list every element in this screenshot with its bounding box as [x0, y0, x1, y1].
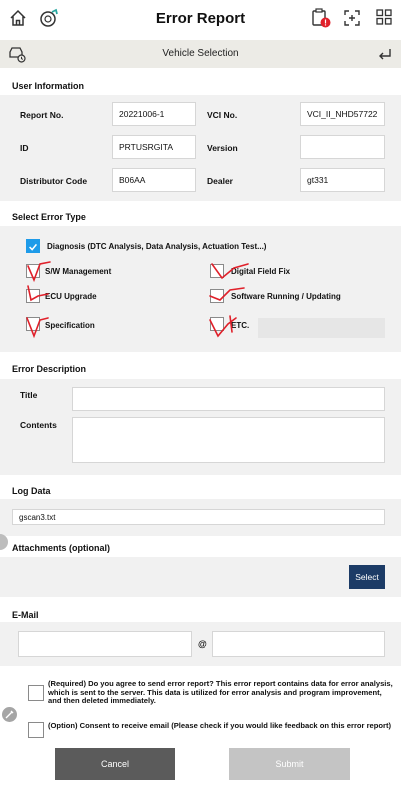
- top-bar: [0, 0, 401, 38]
- email-panel: [0, 622, 401, 666]
- dealer-label: Dealer: [207, 176, 233, 186]
- distributor-code-field[interactable]: B06AA: [112, 168, 196, 192]
- user-information-panel: [0, 95, 401, 201]
- sw-management-checkbox[interactable]: [26, 264, 40, 278]
- ecu-upgrade-label: ECU Upgrade: [45, 292, 97, 301]
- log-data-panel: [0, 499, 401, 536]
- software-running-checkbox[interactable]: [210, 289, 224, 303]
- optional-consent-text: (Option) Consent to receive email (Please check if you would like feedback on this error report): [48, 721, 392, 730]
- vci-no-field[interactable]: VCI_II_NHD57722: [300, 102, 385, 126]
- distributor-code-label: Distributor Code: [20, 176, 88, 186]
- etc-checkbox[interactable]: [210, 317, 224, 331]
- check-icon: [27, 241, 39, 253]
- user-information-title: User Information: [12, 81, 85, 91]
- report-no-field[interactable]: 20221006-1: [112, 102, 196, 126]
- contents-label: Contents: [20, 420, 57, 430]
- title-input[interactable]: [72, 387, 385, 411]
- ecu-upgrade-checkbox[interactable]: [26, 289, 40, 303]
- version-label: Version: [207, 143, 238, 153]
- at-symbol: @: [198, 639, 207, 649]
- pencil-icon[interactable]: [2, 707, 17, 722]
- report-no-label: Report No.: [20, 110, 64, 120]
- fit-screen-icon[interactable]: [343, 9, 361, 27]
- cancel-button[interactable]: Cancel: [55, 748, 175, 780]
- optional-consent-checkbox[interactable]: [28, 722, 44, 738]
- diagnosis-checkbox[interactable]: [26, 239, 40, 253]
- attachments-title: Attachments (optional): [12, 543, 110, 553]
- software-running-label: Software Running / Updating: [231, 292, 341, 301]
- specification-checkbox[interactable]: [26, 317, 40, 331]
- title-label: Title: [20, 390, 38, 400]
- select-error-type-title: Select Error Type: [12, 212, 86, 222]
- error-description-panel: [0, 379, 401, 475]
- page-title: Error Report: [155, 10, 246, 27]
- email-title: E-Mail: [12, 610, 39, 620]
- back-icon[interactable]: [377, 46, 393, 62]
- sw-management-label: S/W Management: [45, 267, 112, 276]
- etc-text-field[interactable]: [258, 318, 385, 338]
- grid-menu-icon[interactable]: [376, 9, 392, 25]
- select-attachment-button[interactable]: Select: [349, 565, 385, 589]
- log-file-field[interactable]: gscan3.txt: [12, 509, 385, 525]
- digital-field-fix-checkbox[interactable]: [210, 264, 224, 278]
- id-label: ID: [20, 143, 29, 153]
- vci-no-label: VCI No.: [207, 110, 238, 120]
- attachments-panel: [0, 557, 401, 597]
- error-description-title: Error Description: [12, 364, 87, 374]
- id-field[interactable]: PRTUSRGITA: [112, 135, 196, 159]
- error-report-icon[interactable]: [310, 7, 332, 29]
- specification-label: Specification: [45, 321, 95, 330]
- required-consent-text: (Required) Do you agree to send error report? This error report contains data for error analysis, which is sent to the server. This data is utilized for error analysis and program improvement, and then deleted immediately.: [48, 679, 393, 706]
- dealer-field[interactable]: gt331: [300, 168, 385, 192]
- side-drag-handle[interactable]: [0, 534, 8, 550]
- log-data-title: Log Data: [12, 486, 51, 496]
- vehicle-selection-label: Vehicle Selection: [162, 48, 239, 59]
- error-type-panel: [0, 226, 401, 352]
- required-consent-checkbox[interactable]: [28, 685, 44, 701]
- version-field[interactable]: [300, 135, 385, 159]
- email-domain-input[interactable]: [212, 631, 385, 657]
- submit-button[interactable]: Submit: [229, 748, 350, 780]
- etc-label: ETC.: [231, 321, 250, 330]
- diagnosis-label: Diagnosis (DTC Analysis, Data Analysis, Actuation Test...): [47, 242, 267, 251]
- vehicle-selection-bar[interactable]: [0, 40, 401, 68]
- email-local-part-input[interactable]: [18, 631, 192, 657]
- digital-field-fix-label: Digital Field Fix: [231, 267, 291, 276]
- contents-textarea[interactable]: [72, 417, 385, 463]
